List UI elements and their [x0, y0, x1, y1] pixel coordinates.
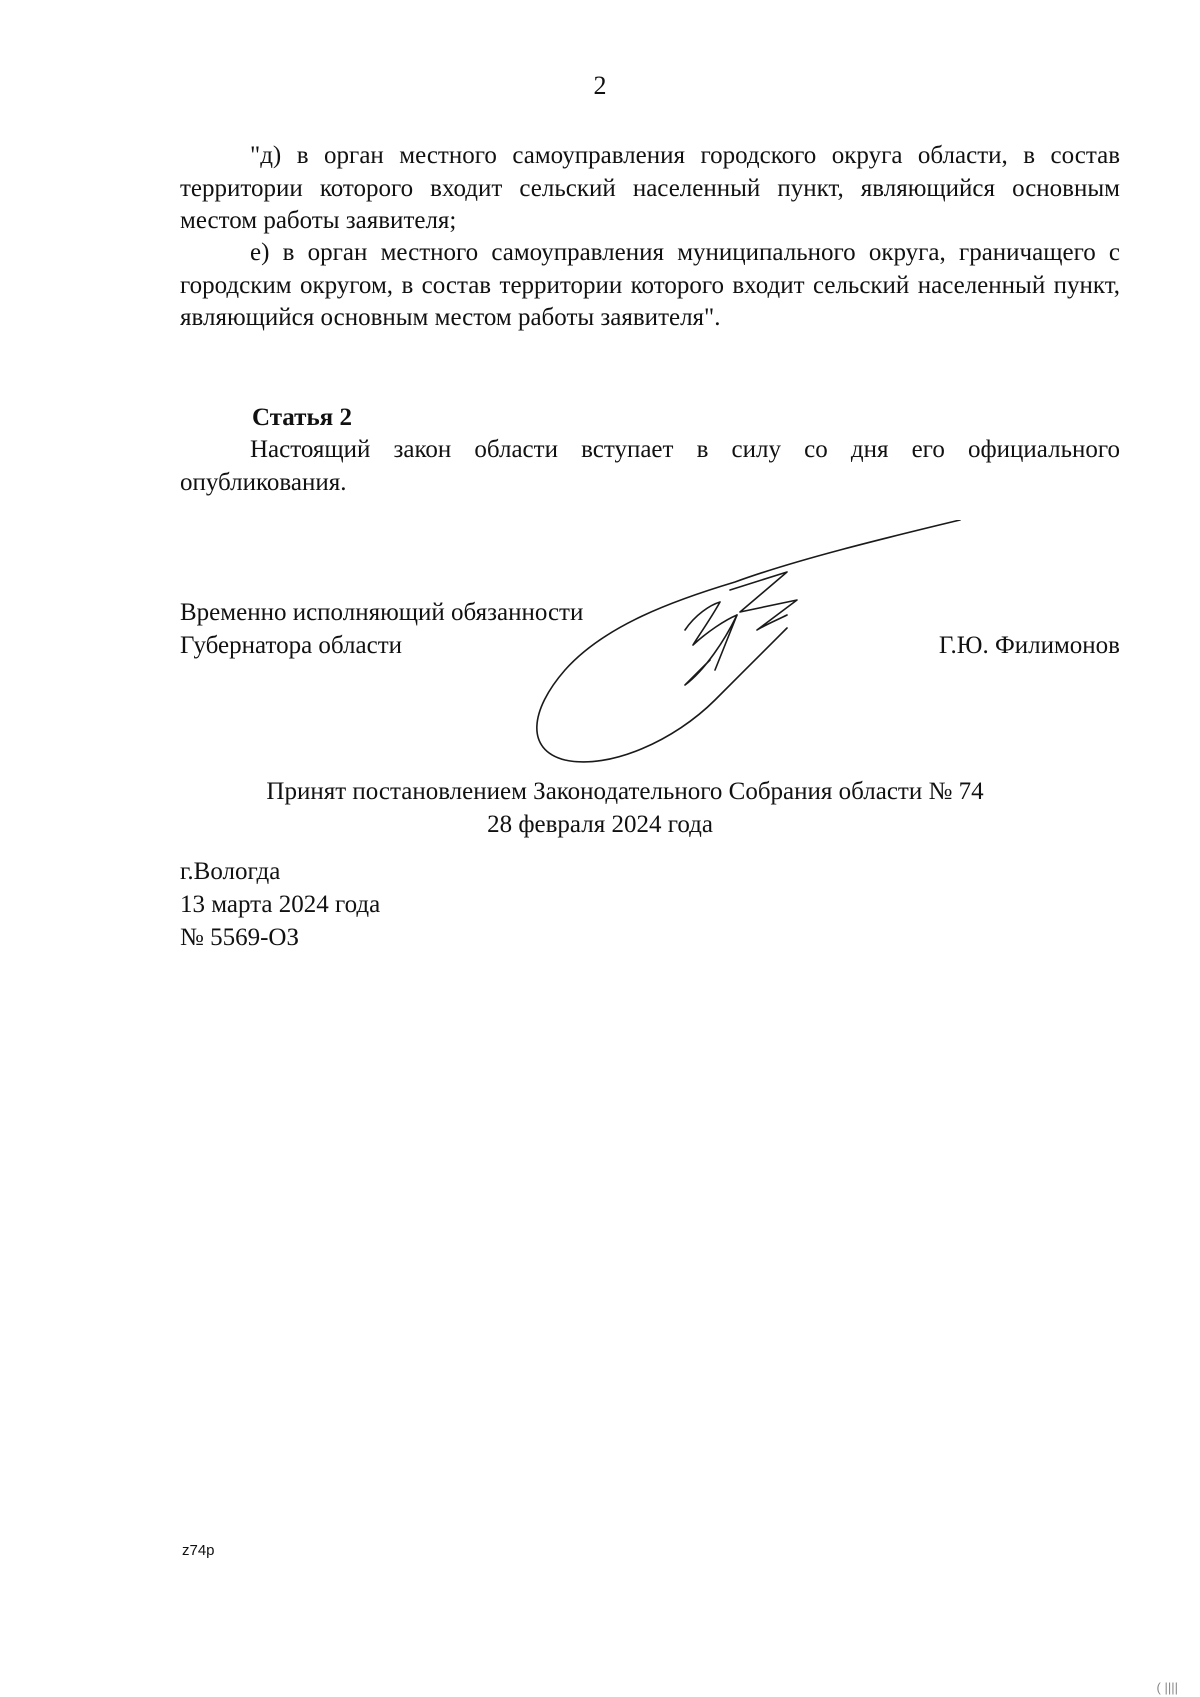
article-heading: Статья 2 — [252, 404, 352, 431]
adoption-line-1: Принят постановлением Законодательного Собрания области № 74 — [266, 778, 984, 805]
adoption-line-2: 28 февраля 2024 года — [487, 811, 713, 838]
paragraph-e-text: е) в орган местного самоуправления муниципального округа, граничащего с городским округом, в состав территории которого входит сельский населенный пункт, являющийся основным местом работы заявителя". — [180, 239, 1120, 331]
article-2-paragraph — [180, 434, 1120, 499]
footer-code: z74p — [182, 1542, 215, 1559]
handwritten-signature — [525, 520, 975, 770]
signatory-title-line-2: Губернатора области — [180, 631, 402, 659]
scan-corner-marks: ( |||| — [1156, 1680, 1178, 1695]
law-number: № 5569-ОЗ — [180, 924, 300, 951]
page-number: 2 — [593, 71, 607, 100]
city: г.Вологда — [180, 858, 281, 885]
paragraph-e — [180, 237, 1120, 335]
article-2-text: Настоящий закон области вступает в силу со дня его официального опубликования. — [180, 436, 1120, 496]
signing-date: 13 марта 2024 года — [180, 891, 381, 918]
signatory-name: Г.Ю. Филимонов — [938, 632, 1120, 659]
signatory-title-line-1: Временно исполняющий обязанности — [180, 599, 584, 626]
paragraph-d-text: "д) в орган местного самоуправления городского округа области, в состав территории которого входит сельский населенный пункт, являющийся основным местом работы заявителя; — [180, 142, 1120, 234]
paragraph-d — [180, 140, 1120, 238]
adoption-note — [0, 775, 1200, 841]
place-and-date — [180, 855, 380, 954]
signatory-title — [180, 597, 583, 662]
